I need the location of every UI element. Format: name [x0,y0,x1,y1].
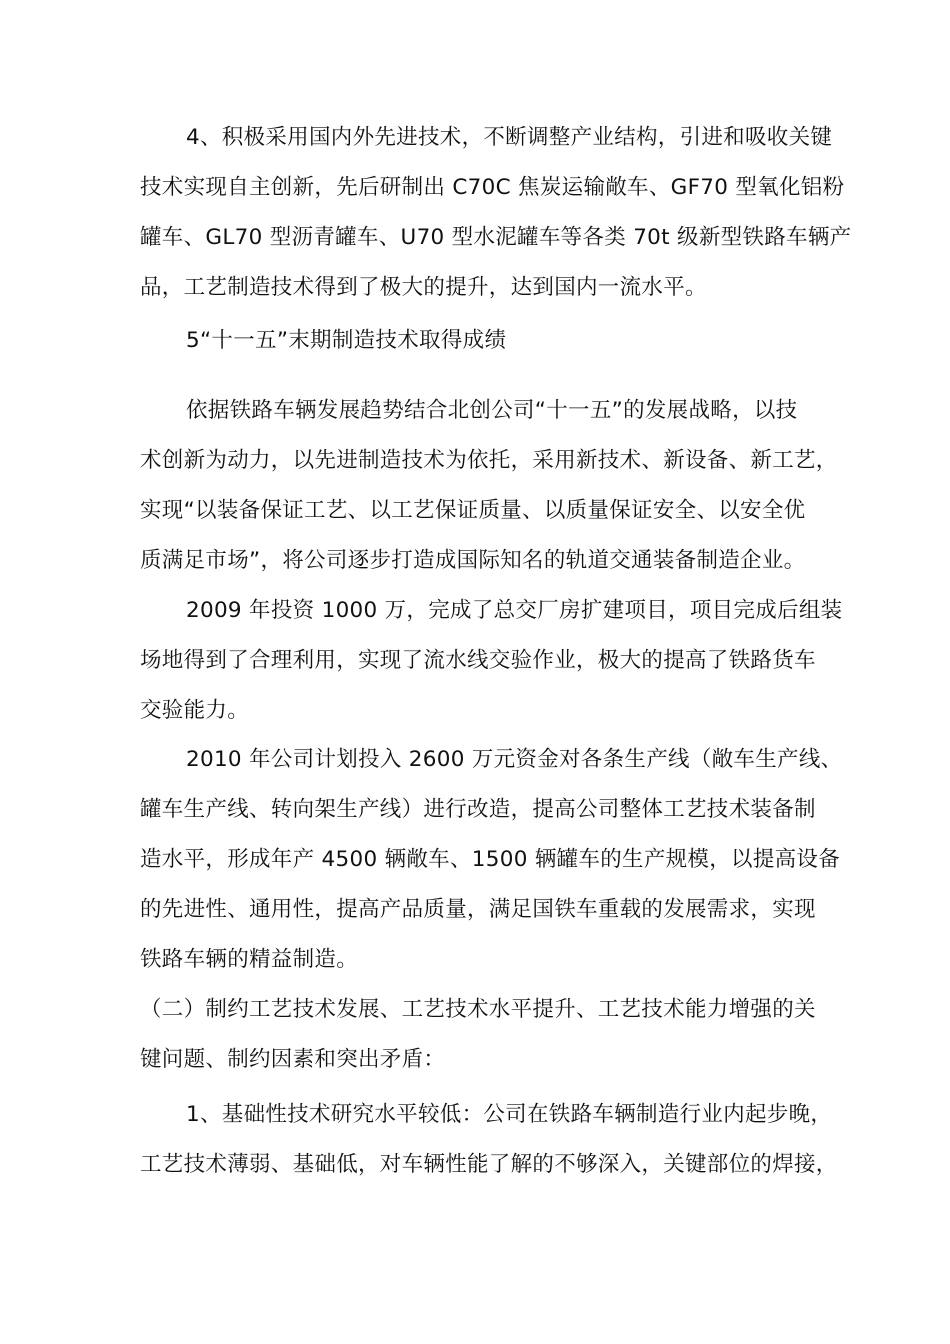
text-line: 交验能力。 [140,698,250,723]
text-line: 铁路车辆的精益制造。 [140,947,359,972]
text-line: 质满足市场”，将公司逐步打造成国际知名的轨道交通装备制造企业。 [140,548,806,573]
text-line: 5“十一五”末期制造技术取得成绩 [186,328,507,353]
text-line: 工艺技术薄弱、基础低，对车辆性能了解的不够深入，关键部位的焊接， [140,1152,838,1177]
text-line: 场地得到了合理利用，实现了流水线交验作业，极大的提高了铁路货车 [140,648,816,673]
text-line: 1、基础性技术研究水平较低：公司在铁路车辆制造行业内起步晚， [186,1102,833,1127]
text-line: 2010 年公司计划投入 2600 万元资金对各条生产线（敞车生产线、 [186,747,843,772]
text-line: 术创新为动力，以先进制造技术为依托，采用新技术、新设备、新工艺， [140,448,838,473]
text-line: 依据铁路车辆发展趋势结合北创公司“十一五”的发展战略，以技 [186,398,798,423]
text-line: 实现“以装备保证工艺、以工艺保证质量、以质量保证安全、以安全优 [140,498,806,523]
text-line: 造水平，形成年产 4500 辆敞车、1500 辆罐车的生产规模，以提高设备 [140,847,841,872]
text-line: 的先进性、通用性，提高产品质量，满足国铁车重载的发展需求，实现 [140,897,816,922]
text-line: 罐车、GL70 型沥青罐车、U70 型水泥罐车等各类 70t 级新型铁路车辆产 [140,225,852,250]
text-line: 键问题、制约因素和突出矛盾： [140,1047,446,1072]
text-line: 4、积极采用国内外先进技术，不断调整产业结构，引进和吸收关键 [186,125,833,150]
text-line: 罐车生产线、转向架生产线）进行改造，提高公司整体工艺技术装备制 [140,797,816,822]
text-line: 2009 年投资 1000 万，完成了总交厂房扩建项目，项目完成后组装 [186,598,843,623]
text-line: （二）制约工艺技术发展、工艺技术水平提升、工艺技术能力增强的关 [140,997,816,1022]
text-line: 品，工艺制造技术得到了极大的提升，达到国内一流水平。 [140,275,707,300]
text-line: 技术实现自主创新，先后研制出 C70C 焦炭运输敞车、GF70 型氧化铝粉 [140,175,845,200]
